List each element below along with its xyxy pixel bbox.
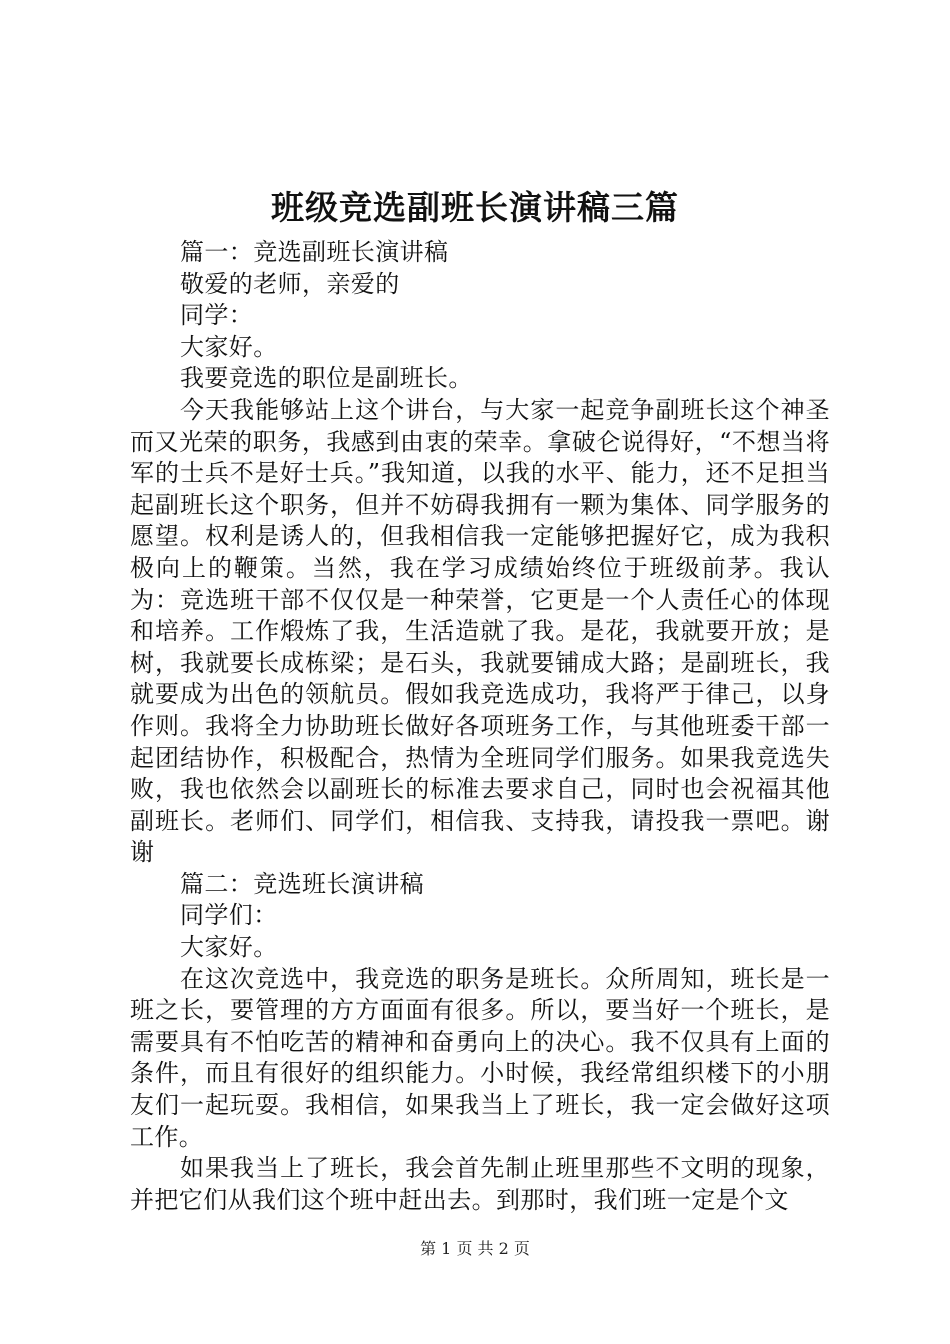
page-footer: 第 1 页 共 2 页 xyxy=(420,1239,530,1258)
section-heading-2: 篇二：竞选班长演讲稿 xyxy=(180,869,424,898)
greeting-line: 大家好。 xyxy=(180,933,278,962)
document-body xyxy=(130,237,830,1216)
body-paragraph: 在这次竞选中，我竞选的职务是班长。众所周知，班长是一班之长，要管理的方方面面有很多。所以，要当好一个班长，是需要具有不怕吃苦的精神和奋勇向上的决心。我不仅具有上面的条件，而且有很好的组织能力。小时候，我经常组织楼下的小朋友们一起玩耍。我相信，如果我当上了班长，我一定会做好这项工作。 xyxy=(130,964,830,1151)
greeting-line: 大家好。 xyxy=(180,332,278,361)
body-paragraph: 如果我当上了班长，我会首先制止班里那些不文明的现象，并把它们从我们这个班中赶出去。到那时，我们班一定是个文 xyxy=(130,1154,830,1214)
salutation-line: 敬爱的老师，亲爱的 xyxy=(180,269,400,298)
section-heading-1: 篇一：竞选副班长演讲稿 xyxy=(180,238,449,266)
body-paragraph: 我要竞选的职位是副班长。 xyxy=(180,364,473,393)
body-paragraph: 今天我能够站上这个讲台，与大家一起竞争副班长这个神圣而又光荣的职务，我感到由衷的荣幸。拿破仑说得好，“不想当将军的士兵不是好士兵。”我知道，以我的水平、能力，还不足担当起副班长这个职务，但并不妨碍我拥有一颗为集体、同学服务的愿望。权利是诱人的，但我相信我一定能够把握好它，成为我积极向上的鞭策。当然，我在学习成绩始终位于班级前茅。我认为：竞选班干部不仅仅是一种荣誉，它更是一个人责任心的体现和培养。工作煅炼了我，生活造就了我。是花，我就要开放；是树，我就要长成栋梁；是石头，我就要铺成大路；是副班长，我就要成为出色的领航员。假如我竞选成功，我将严于律己，以身作则。我将全力协助班长做好各项班务工作，与其他班委干部一起团结协作，积极配合，热情为全班同学们服务。如果我竞选失败，我也依然会以副班长的标准去要求自己，同时也会祝福其他副班长。老师们、同学们，相信我、支持我，请投我一票吧。谢谢 xyxy=(130,395,830,867)
salutation-line: 同学们： xyxy=(180,901,278,930)
salutation-line: 同学： xyxy=(180,301,254,330)
document-title: 班级竞选副班长演讲稿三篇 xyxy=(271,188,679,227)
